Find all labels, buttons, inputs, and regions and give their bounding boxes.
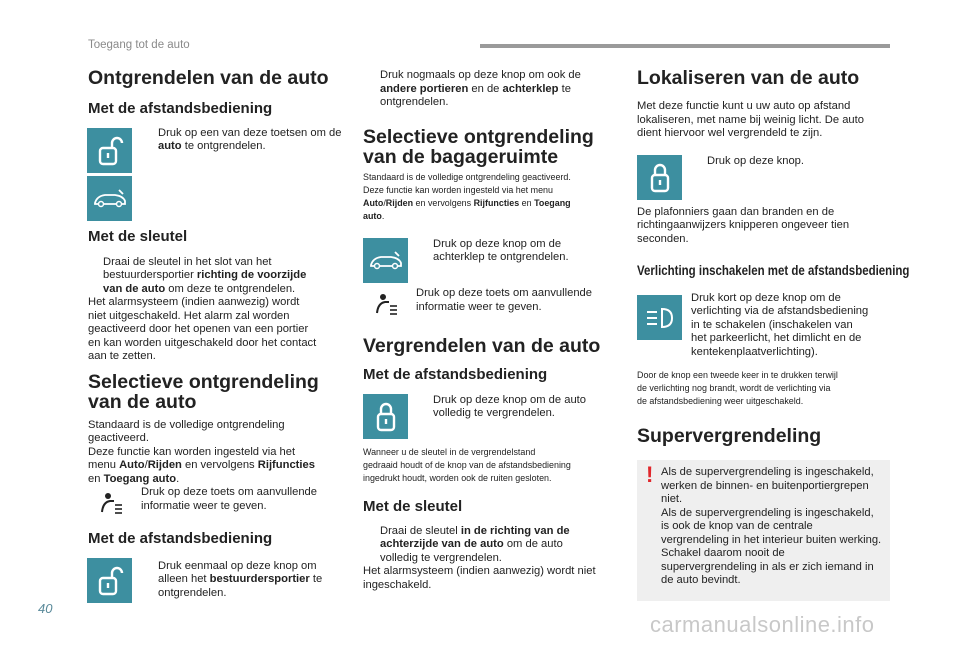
heading-lock-key: Met de sleutel [363, 498, 463, 515]
loc-line-3: dient hiervoor wel vergrendeld te zijn. [637, 127, 823, 139]
heading-remote-1: Met de afstandsbediening [88, 100, 273, 117]
heading-lock-remote: Met de afstandsbediening [363, 366, 548, 383]
top-line-1: Druk nogmaals op deze knop om ook de [380, 69, 581, 81]
info-icon [97, 490, 123, 521]
sel-line-4: menu Auto/Rijden en vervolgens Rijfuncties [88, 459, 315, 471]
sel-line-1: Standaard is de volledige ontgrendeling [88, 419, 285, 431]
unlock-icon [87, 558, 132, 603]
warn-line-3: niet. [661, 493, 683, 505]
loc-after-line-1: De plafonniers gaan dan branden en de [637, 206, 835, 218]
trunk-small-3: Auto/Rijden en vervolgens Rijfuncties en Toegang [363, 198, 571, 209]
top-line-2: andere portieren en de achterklep te [380, 83, 571, 95]
key-line-8: aan te zetten. [88, 350, 156, 362]
headlight-icon [637, 295, 682, 340]
loc-line-2: lokaliseren, met name bij weinig licht. De auto [637, 114, 864, 126]
header-rule [480, 44, 890, 48]
remote-unlock-text: Druk op een van deze toetsen om de auto te ontgrendelen. [158, 127, 342, 153]
info-line-1: Druk op deze toets om aanvullende [141, 486, 318, 498]
light-line-3: in te schakelen (inschakelen van [691, 319, 853, 331]
top-line-3: ontgrendelen. [380, 96, 449, 108]
loc-btn-text: Druk op deze knop. [707, 155, 805, 167]
light-line-4: het parkeerlicht, het dimlicht en de [691, 332, 862, 344]
warning-icon: ! [646, 462, 654, 487]
key-line-1: Draai de sleutel in het slot van het [103, 256, 272, 268]
light-small-2: de verlichting nog brandt, wordt de verlichting via [637, 383, 831, 394]
lock-btn-line-2: volledig te vergrendelen. [433, 407, 555, 419]
light-line-5: kentekenplaatverlichting). [691, 346, 818, 358]
warn-line-7: Schakel daarom nooit de [661, 547, 785, 559]
title-locate: Lokaliseren van de auto [637, 67, 860, 89]
section-header: Toegang tot de auto [88, 39, 190, 51]
lock-key-line-2: achterzijde van de auto om de auto [380, 538, 563, 550]
unlock-icon [87, 128, 132, 173]
info-icon [372, 291, 398, 322]
lock-key-line-4: Het alarmsysteem (indien aanwezig) wordt niet [363, 565, 596, 577]
info2-line-1: Druk op deze toets om aanvullende [416, 287, 593, 299]
key-line-6: geactiveerd door het openen van een portier [88, 323, 309, 335]
warn-line-4: Als de supervergrendeling is ingeschakeld, [661, 507, 874, 519]
trunk-small-4: auto. [363, 211, 385, 222]
trunk-car-icon [363, 238, 408, 283]
title-lock: Vergrendelen van de auto [363, 335, 601, 357]
heading-key-1: Met de sleutel [88, 228, 188, 245]
trunk-btn-line-1: Druk op deze knop om de [433, 238, 562, 250]
key-line-3: van de auto om deze te ontgrendelen. [103, 283, 296, 295]
warn-line-9: de auto bevindt. [661, 574, 741, 586]
lock-small-1: Wanneer u de sleutel in de vergrendelstand [363, 447, 536, 458]
key-line-2: bestuurdersportier richting de voorzijde [103, 269, 307, 281]
warn-line-8: supervergrendeling in als er zich iemand in [661, 561, 874, 573]
heading-remote-2: Met de afstandsbediening [88, 530, 273, 547]
lock-key-line-5: ingeschakeld. [363, 579, 432, 591]
light-small-1: Door de knop een tweede keer in te drukken terwijl [637, 370, 838, 381]
loc-line-1: Met deze functie kunt u uw auto op afstand [637, 100, 851, 112]
loc-after-line-3: seconden. [637, 233, 689, 245]
key-line-4: Het alarmsysteem (indien aanwezig) wordt [88, 296, 300, 308]
remote2-line-3: ontgrendelen. [158, 587, 227, 599]
title-selective-car-2: van de auto [88, 391, 197, 413]
warn-line-5: is ook de knop van de centrale [661, 520, 813, 532]
warn-line-2: werken de binnen- en buitenportiergrepen [661, 480, 869, 492]
trunk-btn-line-2: achterklep te ontgrendelen. [433, 251, 569, 263]
sel-line-3: Deze functie kan worden ingesteld via het [88, 446, 296, 458]
lock-key-line-3: volledig te vergrendelen. [380, 552, 502, 564]
warn-line-1: Als de supervergrendeling is ingeschakeld, [661, 466, 874, 478]
warn-line-6: vergrendeling in het interieur buiten werking. [661, 534, 882, 546]
trunk-small-2: Deze functie kan worden ingesteld via het menu [363, 185, 553, 196]
lock-btn-line-1: Druk op deze knop om de auto [433, 394, 586, 406]
watermark: carmanualsonline.info [650, 612, 875, 637]
lock-icon [363, 394, 408, 439]
sel-line-2: geactiveerd. [88, 432, 149, 444]
remote2-line-1: Druk eenmaal op deze knop om [158, 560, 317, 572]
light-small-3: de afstandsbediening weer uitgeschakeld. [637, 396, 804, 407]
info-line-2: informatie weer te geven. [141, 500, 267, 512]
lock-small-3: ingedrukt houdt, worden ook de ruiten gesloten. [363, 473, 552, 484]
info2-line-2: informatie weer te geven. [416, 301, 542, 313]
title-selective-car-1: Selectieve ontgrendeling [88, 371, 319, 393]
remote2-line-2: alleen het bestuurdersportier te [158, 573, 323, 585]
key-line-5: niet uitgeschakeld. Het alarm zal worden [88, 310, 290, 322]
heading-lighting: Verlichting inschakelen met de afstandsbediening [637, 262, 910, 278]
lock-small-2: gedraaid houdt of de knop van de afstandsbediening [363, 460, 571, 471]
title-superlock: Supervergrendeling [637, 425, 822, 447]
lock-icon [637, 155, 682, 200]
title-unlock: Ontgrendelen van de auto [88, 67, 329, 89]
car-icon [87, 176, 132, 221]
light-line-2: verlichting via de afstandsbediening [691, 305, 869, 317]
light-line-1: Druk kort op deze knop om de [691, 292, 841, 304]
sel-line-5: en Toegang auto. [88, 473, 180, 485]
key-line-7: en kan worden uitgeschakeld door het contact [88, 337, 317, 349]
lock-key-line-1: Draai de sleutel in de richting van de [380, 525, 570, 537]
loc-after-line-2: richtingaanwijzers knipperen ongeveer tien [637, 219, 850, 231]
trunk-small-1: Standaard is de volledige ontgrendeling geactiveerd. [363, 172, 571, 183]
title-selective-trunk-2: van de bagageruimte [363, 146, 559, 168]
page-number: 40 [38, 601, 53, 616]
title-selective-trunk-1: Selectieve ontgrendeling [363, 126, 594, 148]
